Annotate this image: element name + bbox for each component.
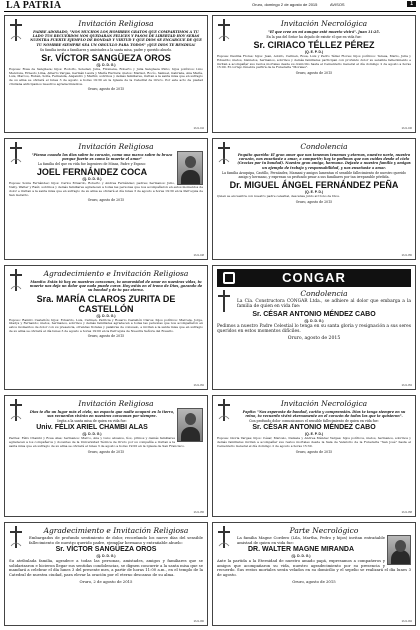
notice-title: Invitación Religiosa bbox=[78, 399, 154, 408]
newspaper-logo: LA PATRIA bbox=[6, 0, 62, 11]
notice-body: Esposa: Gloria Vargas; hijos: César, Marcelo, Daniela y Andrea Méndez Vargas; hijos políticos, nietos, hermanos, sobrinos y demás familiares invitan a acompañar sus restos mortales desde la Sala de Velatorio de la Funeraria "San José" hasta el Cementerio General el día domingo 2 de agosto a horas 15:30. bbox=[217, 436, 411, 448]
page-number: 1 bbox=[407, 1, 416, 7]
notice-ref: M-21-060 bbox=[193, 620, 204, 623]
company-name: CONGAR bbox=[282, 270, 346, 285]
deceased-name: Sra. MARÍA CLAROS ZURITA DE CASTELLÓN bbox=[36, 293, 176, 314]
cross-icon bbox=[217, 142, 231, 164]
notice-ref: M-21-058 bbox=[401, 511, 412, 514]
issue-date: Oruro, domingo 2 de agosto de 2015 bbox=[252, 2, 318, 7]
notice-place-date: Oruro, 2 de agosto de 2015 bbox=[79, 578, 133, 584]
rip-abbrev: (Q. E. P. D.) bbox=[304, 50, 324, 55]
page-header bbox=[4, 0, 416, 12]
notice-intro: PADRE ADORADO, "NOS MUCHOS LOS HOMBRES GRATOS QUE COMPARTIMOS A TU LADO TUS RECUERDOS NOS QUEDARÁN FELICES Y PASOS DE LIBERTAD HOY SERÁS NUESTRA FUERTE EJEMPLO DE BONDAD Y VIRTUD Y QUE DIOS SE ENCARGUE DE QUE TU NOMBRE SIEMPRE SEA UN ORGULLO PARA TODOS" ¡QUE DIOS TE BENDIGA! bbox=[30, 30, 202, 47]
notice-ref: M-21-054 bbox=[401, 384, 412, 387]
notice-preamble: La familia Aruquipa, Castillo, Fernández, Mamani y amigos lamentan el sensible fallecimiento de nuestro querido amigo y hermano, y expresan su profundo pesar a sus familiares por tan irreparable pérdida. bbox=[222, 170, 406, 179]
deceased-name: Sr. VÍCTOR SANGÜEZA OROS bbox=[55, 546, 157, 554]
notice-congar-condolence bbox=[212, 265, 416, 390]
notice-preamble: La familia Magne Cordero (Lila, Martha, Pedro y hijos) invitan entrañable amistad de quien en vida fue: bbox=[237, 535, 385, 545]
deceased-name: Dr. MIGUEL ÁNGEL FERNÁNDEZ PEÑA bbox=[229, 179, 399, 190]
rip-abbrev: (Q. E. P. D.) bbox=[304, 189, 324, 194]
rip-abbrev: (Q. D. D. G.) bbox=[304, 318, 324, 323]
notice-preamble: Su familia invita a familiares y amistades a la santa misa, padre y querido abuelo. bbox=[39, 47, 173, 52]
notice-place-date: Oruro, agosto de 2015 bbox=[295, 71, 333, 76]
deceased-name: Sr. CÉSAR ANTONIO MÉNDEZ CABO bbox=[252, 424, 376, 432]
notice-fernandez-condolence bbox=[212, 138, 416, 260]
company-logo bbox=[217, 269, 411, 287]
rip-abbrev: (Q. D. D. G.) bbox=[291, 554, 311, 559]
congar-mark-icon bbox=[223, 272, 235, 284]
notice-place-date: Oruro, agosto de 2015 bbox=[295, 449, 333, 454]
notice-claros-religious bbox=[4, 265, 208, 390]
cross-icon bbox=[9, 269, 23, 291]
deceased-name: Sr. VÍCTOR SANGÜEZA OROS bbox=[41, 52, 171, 63]
rip-abbrev: (Q. D. D. G.) bbox=[96, 313, 116, 318]
notice-title: Invitación Necrológica bbox=[280, 399, 368, 408]
notice-ref: M-21-044 bbox=[193, 127, 204, 130]
rip-abbrev: (Q. D. D. G.) bbox=[96, 62, 116, 67]
notice-ref: M-21-046 bbox=[401, 127, 412, 130]
notice-title: Parte Necrológico bbox=[289, 526, 359, 535]
cross-icon bbox=[217, 526, 231, 548]
cross-icon bbox=[9, 526, 23, 548]
deceased-name: DR. WALTER MAGNE MIRANDA bbox=[247, 546, 355, 554]
notice-place-date: Oruro, agosto de 2015 bbox=[87, 334, 125, 339]
notice-body: Esposa: Rosa de Sangüeza; hijos: Rodolfo, Soledad, Julia, Filomena, Roberto y Julia Sangüeza Pinto; hijos políticos: Lino Mendoza, Ernesto Lima, Alberto Vargas, Germán Laura y María Herrera; nietos: Marisol, Rocío, Samuel, Gabriela, Ana María, Luis, Marcos, Rubén, Sofía, Fernanda, Alejandro y Martín; sobrinos y demás familiares, invitan a la santa misa que en sufragio de su alma se oficiará el lunes 3 de agosto a horas 19:30 en la Iglesia de la Catedral de Oruro. Por este acto de piedad cristiana anticipamos nuestros agradecimientos. bbox=[9, 66, 203, 86]
notice-place-date: Oruro, agosto de 2015 bbox=[292, 578, 336, 584]
notice-place-date: Oruro, agosto de 2015 bbox=[87, 87, 125, 92]
notice-title: Agradecimiento e Invitación Religiosa bbox=[43, 526, 189, 535]
notice-intro: Mamita: Estás tú hoy en nuestros corazones, tu amorosidad de amor en nuestras vidas, tu muerte nos deja un dolor que nada puede curar. Hoy estás en el trono de Dios, gozando de su bondad y de tu paz eterna. bbox=[29, 280, 203, 293]
notice-body: Esposa: Sonia Fernández; hijos: Carlos Eduardo, Roberto y Andrea Fernández; padres; hermanos: Julio, Nelly, Walter y Raúl; sobrinos y demás familiares agradecen a todas las personas que nos acompañaron en estos momentos de dolor e invitan a la santa misa que en sufragio de su alma se oficiará el día lunes 3 de agosto a horas 19:30 en la Parroquia de San Gerardo. bbox=[9, 181, 203, 197]
notice-tellez-necrological bbox=[212, 15, 416, 133]
notice-title: Agradecimiento e Invitación Religiosa bbox=[43, 269, 189, 278]
deceased-name: JOEL FERNÁNDEZ COCA bbox=[36, 167, 148, 178]
notice-title: Condolencia bbox=[300, 289, 348, 298]
notice-intro: Dios te dio un lugar más el cielo, un espacio que nadie ocupará en la tierra, sus recuerdos vivirán en nuestros corazones por siempre. bbox=[29, 410, 175, 419]
notice-body: Quien se encuentra con nuestro padre celestial, descansa junto al trono de Dios. bbox=[217, 193, 340, 198]
deceased-photo bbox=[387, 535, 411, 565]
notice-preamble: En la paz del Señor ha dejado de existir el que en vida fue: bbox=[266, 35, 362, 40]
notice-preamble: Con profundo dolor comunicamos el sensible fallecimiento de quien en vida fue: bbox=[249, 419, 379, 424]
notice-intro: La Cía. Constructora CONGAR Ltda., se adhiere al dolor que embarga a la familia de quien en vida fue: bbox=[237, 299, 411, 310]
notice-place-date: Oruro, agosto de 2015 bbox=[87, 449, 125, 454]
notice-title: Invitación Necrológica bbox=[280, 19, 368, 28]
notice-sanguez-religious bbox=[4, 15, 208, 133]
cross-icon bbox=[9, 399, 23, 421]
notice-intro: Pequito querido: El gran amor que nos tenemos tenemos y eternos, nuestro norte, nuestro corazón, nos enseñaste a amar, a compartir; hoy te pedimos que nos cuides desde el cielo (Gracias por tu bondad). Nuestra gran amigo, hermano. Dejaste a nuestra familia y amigos un ejemplo de trabajo y responsabilidad, y nos enseñaste a amar. bbox=[237, 153, 411, 170]
notice-place-date: Oruro, agosto de 2015 bbox=[87, 198, 125, 203]
deceased-name: Univ. FÉLIX ARIEL CHAMBI ALAS bbox=[36, 424, 148, 432]
deceased-photo bbox=[177, 151, 203, 185]
notice-preamble: Embargados de profundo sentimiento de dolor, recordando los nueve días del sensible fallecimiento de nuestro querido padre, ejemplar hermano y entrañable abuelo: bbox=[29, 535, 203, 545]
rip-abbrev: (Q. D. D. G.) bbox=[96, 554, 116, 559]
notice-intro: "El que cree en mí aunque esté muerto vivirá". Juan 11:25. bbox=[268, 30, 380, 34]
notice-ref: M-21-050 bbox=[401, 254, 412, 257]
notice-title: Invitación Religiosa bbox=[78, 142, 154, 151]
notice-body: Padres: Félix Chambi y Rosa Alas; hermanos: Marco, Ana y Luis; abuelos, tíos, primos y demás familiares agradecen a los compañeros y docentes de la Universidad Técnica de Oruro por su compañía e invitan a la santa misa que en sufragio de su alma se oficiará el lunes 3 de agosto a horas 19:00 en la Iglesia de San Francisco. bbox=[9, 436, 185, 448]
notice-preamble: La familia del que en vida fue Ingeniero de Minas, Padre y Esposo: bbox=[37, 162, 147, 167]
notice-title: Invitación Religiosa bbox=[78, 19, 154, 28]
notice-preamble: Invita a la santa misa de quien en vida fue: bbox=[57, 419, 127, 424]
notice-ref: M-21-048 bbox=[193, 254, 204, 257]
notice-place-date: Oruro, agosto de 2015 bbox=[295, 199, 333, 204]
notice-place-date: Oruro, agosto de 2015 bbox=[287, 335, 341, 341]
notice-mendez-necrological bbox=[212, 395, 416, 517]
notice-title: Condolencia bbox=[300, 142, 348, 151]
cross-icon bbox=[217, 290, 231, 312]
notice-intro: "Pienso cuando los días sobre tu corazón, como una marca sobre tu brazo porque fuerte es como la muerte el amor" bbox=[31, 153, 173, 162]
notice-body: Pedimos a nuestro Padre Celestial lo tenga en su santa gloria y resignación a sus seres queridos en estos momentos difíciles. bbox=[217, 323, 411, 335]
cross-icon bbox=[9, 19, 23, 41]
cross-icon bbox=[217, 399, 231, 421]
cross-icon bbox=[217, 19, 231, 41]
notice-body: Su atribulada familia, agradece a todas las personas, amistades, amigos y familiares que se solidarizaron e hicieron llegar sus sentidas condolencias, se dignen concurrir a la santa misa que se mandará a celebrar el día lunes 3 del presente mes, a partir de horas 11:00 a.m., en el templo de la Catedral de nuestra ciudad, para elevar la oración por el eterno descanso de su alma. bbox=[9, 558, 203, 577]
notice-magne-parte bbox=[212, 522, 416, 626]
notice-sanguez-thanks bbox=[4, 522, 208, 626]
cross-icon bbox=[9, 142, 23, 164]
notice-fernandez-religious bbox=[4, 138, 208, 260]
notice-ref: M-21-052 bbox=[193, 384, 204, 387]
deceased-name: Sr. CÉSAR ANTONIO MÉNDEZ CABO bbox=[252, 310, 376, 318]
deceased-photo bbox=[177, 408, 203, 442]
notice-intro: Papito: "Nos esperaste de bondad, cariño y comprensión. Dios te tenga siempre en su reino, tu recuerdo vivirá eternamente en el corazón de todos los que te quisieron". bbox=[242, 410, 406, 419]
section-name: AVISOS bbox=[330, 2, 345, 7]
rip-abbrev: (Q. D. D. G.) bbox=[82, 432, 102, 437]
notice-body: Esposa: Paulina Flores; hijos: Juan, Adolfo, Carmen, Rosa, Luis y Pedro Téllez Flores; hijos políticos: Teresa, Mario, Julia y Eduardo; nietos, bisnietos, hermanos, sobrinos y demás familiares participan con profundo dolor su sensible fallecimiento e invitan a acompañar sus restos mortales desde su domicilio hasta el Cementerio General el día domingo 2 de agosto a horas 15:00. El cortejo fúnebre partirá de la Funeraria "Morales". bbox=[217, 54, 411, 70]
notice-chambi-religious bbox=[4, 395, 208, 517]
notice-ref: M-21-056 bbox=[193, 511, 204, 514]
notice-body: Esposo: Ramiro Castellón; hijos: Eduardo, Luis, Carmen, Patricia y Rosario Castellón Claros; hijos políticos: Marcela, Jorge, Gladys y Fernando; nietos, hermanos, sobrinos y demás familiares agradecen a todas las personas que nos acompañaron en estos momentos de dolor con su presencia, ofrendas florales y palabras de consuelo, e invitan a la santa misa que en sufragio de su alma se oficiará el día lunes 3 de agosto a horas 19:00 en la Parroquia de Nuestra Señora del Rosario. bbox=[9, 317, 203, 333]
notice-ref: M-21-062 bbox=[401, 620, 412, 623]
rip-abbrev: (Q. D. D. G.) bbox=[82, 177, 102, 182]
notice-body: Ante la partida a la Eternidad de nuestro amado papá, expresamos a compañeros y amigos que acompañaron su vida, nuestro agradecimiento por su presencia y recuerdo. Sus restos mortales serán velados en su domicilio y el sepelio se realizará el día lunes 3 de agosto. bbox=[217, 558, 411, 577]
rip-abbrev: (Q. E. P. D.) bbox=[304, 432, 324, 437]
deceased-name: Sr. CIRIACO TÉLLEZ PÉREZ bbox=[253, 40, 375, 51]
